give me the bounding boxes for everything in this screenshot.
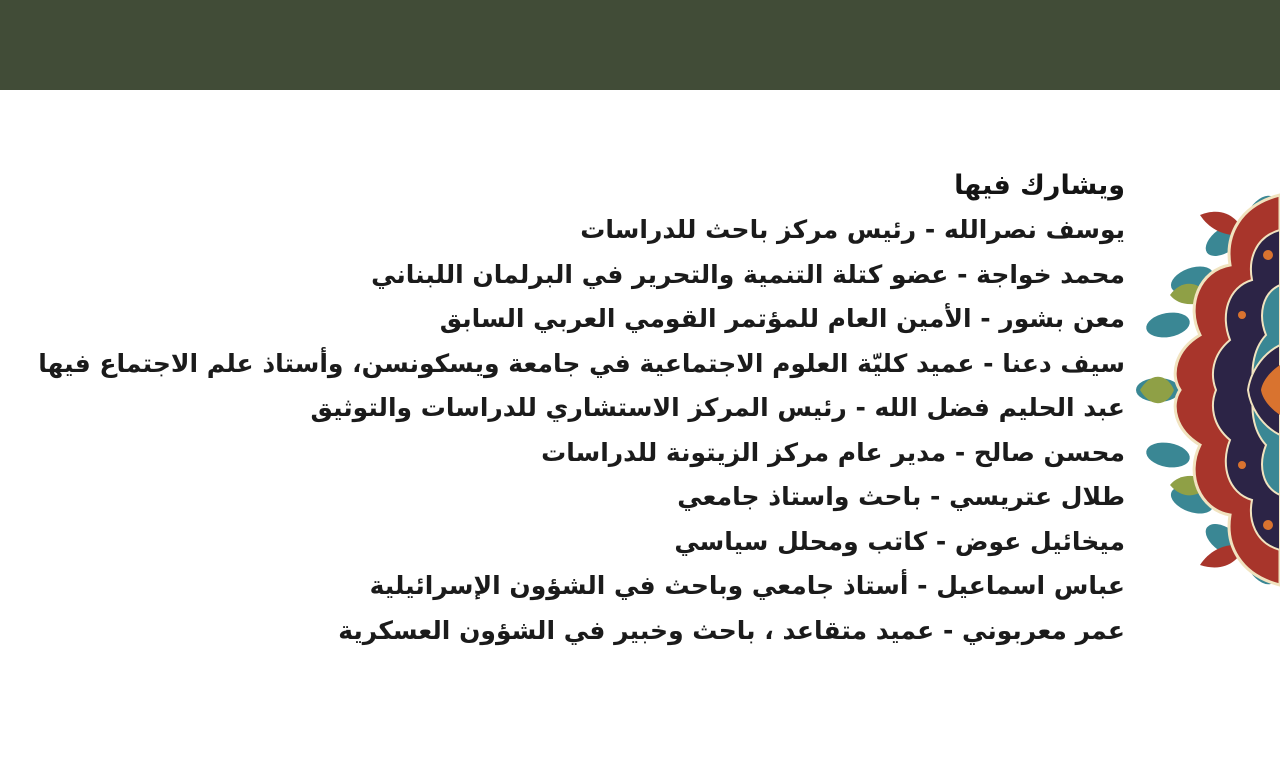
participant-line: معن بشور - الأمين العام للمؤتمر القومي العربي السابق [439, 304, 1125, 333]
participant-line: طلال عتريسي - باحث واستاذ جامعي [677, 482, 1125, 511]
participants-list [38, 164, 1125, 653]
participant-line: عباس اسماعيل - أستاذ جامعي وباحث في الشؤون الإسرائيلية [369, 571, 1125, 600]
header-band [0, 0, 1280, 90]
participant-line: عمر معربوني - عميد متقاعد ، باحث وخبير في الشؤون العسكرية [338, 615, 1125, 645]
participant-line: محمد خواجة - عضو كتلة التنمية والتحرير في البرلمان اللبناني [371, 259, 1125, 289]
participant-line: سيف دعنا - عميد كليّة العلوم الاجتماعية في جامعة ويسكونسن، وأستاذ علم الاجتماع فيها [38, 348, 1125, 378]
section-heading: ويشارك فيها [954, 170, 1125, 201]
participant-line: عبد الحليم فضل الله - رئيس المركز الاستشاري للدراسات والتوثيق [310, 393, 1125, 422]
participant-line: محسن صالح - مدير عام مركز الزيتونة للدراسات [541, 437, 1125, 467]
participant-line: يوسف نصرالله - رئيس مركز باحث للدراسات [580, 215, 1125, 244]
arabesque-ornament-icon [1130, 175, 1280, 605]
participant-line: ميخائيل عوض - كاتب ومحلل سياسي [674, 526, 1125, 556]
